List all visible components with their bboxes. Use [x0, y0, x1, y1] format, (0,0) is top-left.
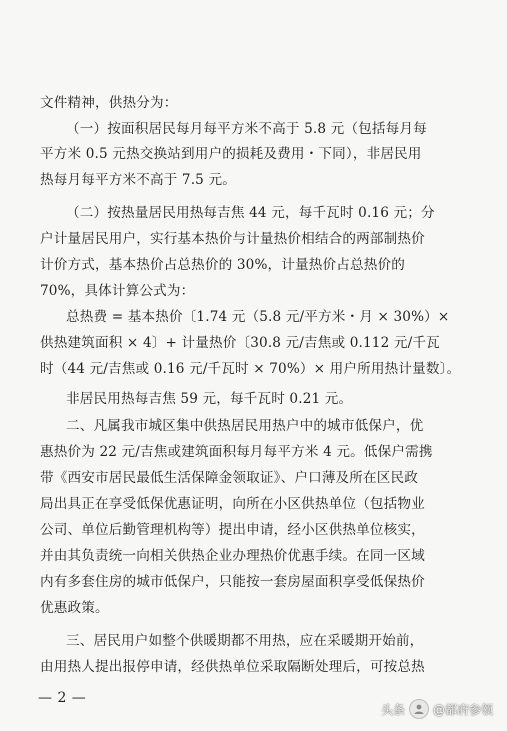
text-line: 户计量居民用户，实行基本热价与计量热价相结合的两部制热价: [40, 231, 425, 247]
text-line: 局出具正在享受低保优惠证明，向所在小区供热单位（包括物业: [40, 496, 425, 512]
text-line: 计价方式，基本热价占总热价的 30%，计量热价占总热价的: [40, 257, 405, 273]
formula-line: 供热建筑面积 × 4〕+ 计量热价〔30.8 元/吉焦或 0.112 元/千瓦: [40, 335, 440, 351]
text-line: 带《西安市居民最低生活保障金领取证》、户口薄及所在区民政: [40, 470, 419, 486]
formula-line: 时（44 元/吉焦或 0.16 元/千瓦时 × 70%）× 用户所用热计量数〕。: [40, 361, 461, 377]
page-number: — 2 —: [38, 690, 87, 706]
text-line: 二、凡属我市城区集中供热居民用热户中的城市低保户，优: [66, 418, 424, 434]
watermark-source: @都府参领: [432, 702, 493, 717]
text-line: 由用热人提出报停申请，经供热单位采取隔断处理后，可按总热: [40, 659, 425, 675]
text-line: 70%，具体计算公式为：: [40, 283, 195, 299]
text-line: 热每月每平方米不高于 7.5 元。: [40, 172, 236, 188]
text-line: 非居民用热每吉焦 59 元，每千瓦时 0.21 元。: [66, 391, 353, 407]
text-line: 并由其负责统一向相关供热企业办理热价优惠手续。在同一区域: [40, 548, 425, 564]
text-line: 内有多套住房的城市低保户，只能按一套房屋面积享受低保热价: [40, 574, 425, 590]
text-line: 三、居民用户如整个供暖期都不用热，应在采暖期开始前，: [66, 633, 424, 649]
text-line: （二）按热量居民用热每吉焦 44 元，每千瓦时 0.16 元；分: [66, 205, 435, 221]
formula-line: 总热费 = 基本热价〔1.74 元（5.8 元/平方米・月 × 30%）×: [66, 309, 450, 325]
text-line: 优惠政策。: [40, 600, 109, 616]
text-line: 惠热价为 22 元/吉焦或建筑面积每月每平方米 4 元。低保户需携: [40, 444, 433, 460]
text-line: 平方米 0.5 元热交换站到用户的损耗及费用・下同），非居民用: [40, 146, 422, 162]
text-line: 公司、单位后勤管理机构等）提出申请，经小区供热单位核实，: [40, 522, 425, 538]
avatar-icon: [409, 699, 429, 719]
text-line: （一）按面积居民每月每平方米不高于 5.8 元（包括每月每: [66, 121, 427, 137]
text-line: 文件精神，供热分为：: [40, 95, 178, 111]
watermark-platform: 头条: [380, 702, 405, 717]
watermark: [381, 699, 493, 719]
